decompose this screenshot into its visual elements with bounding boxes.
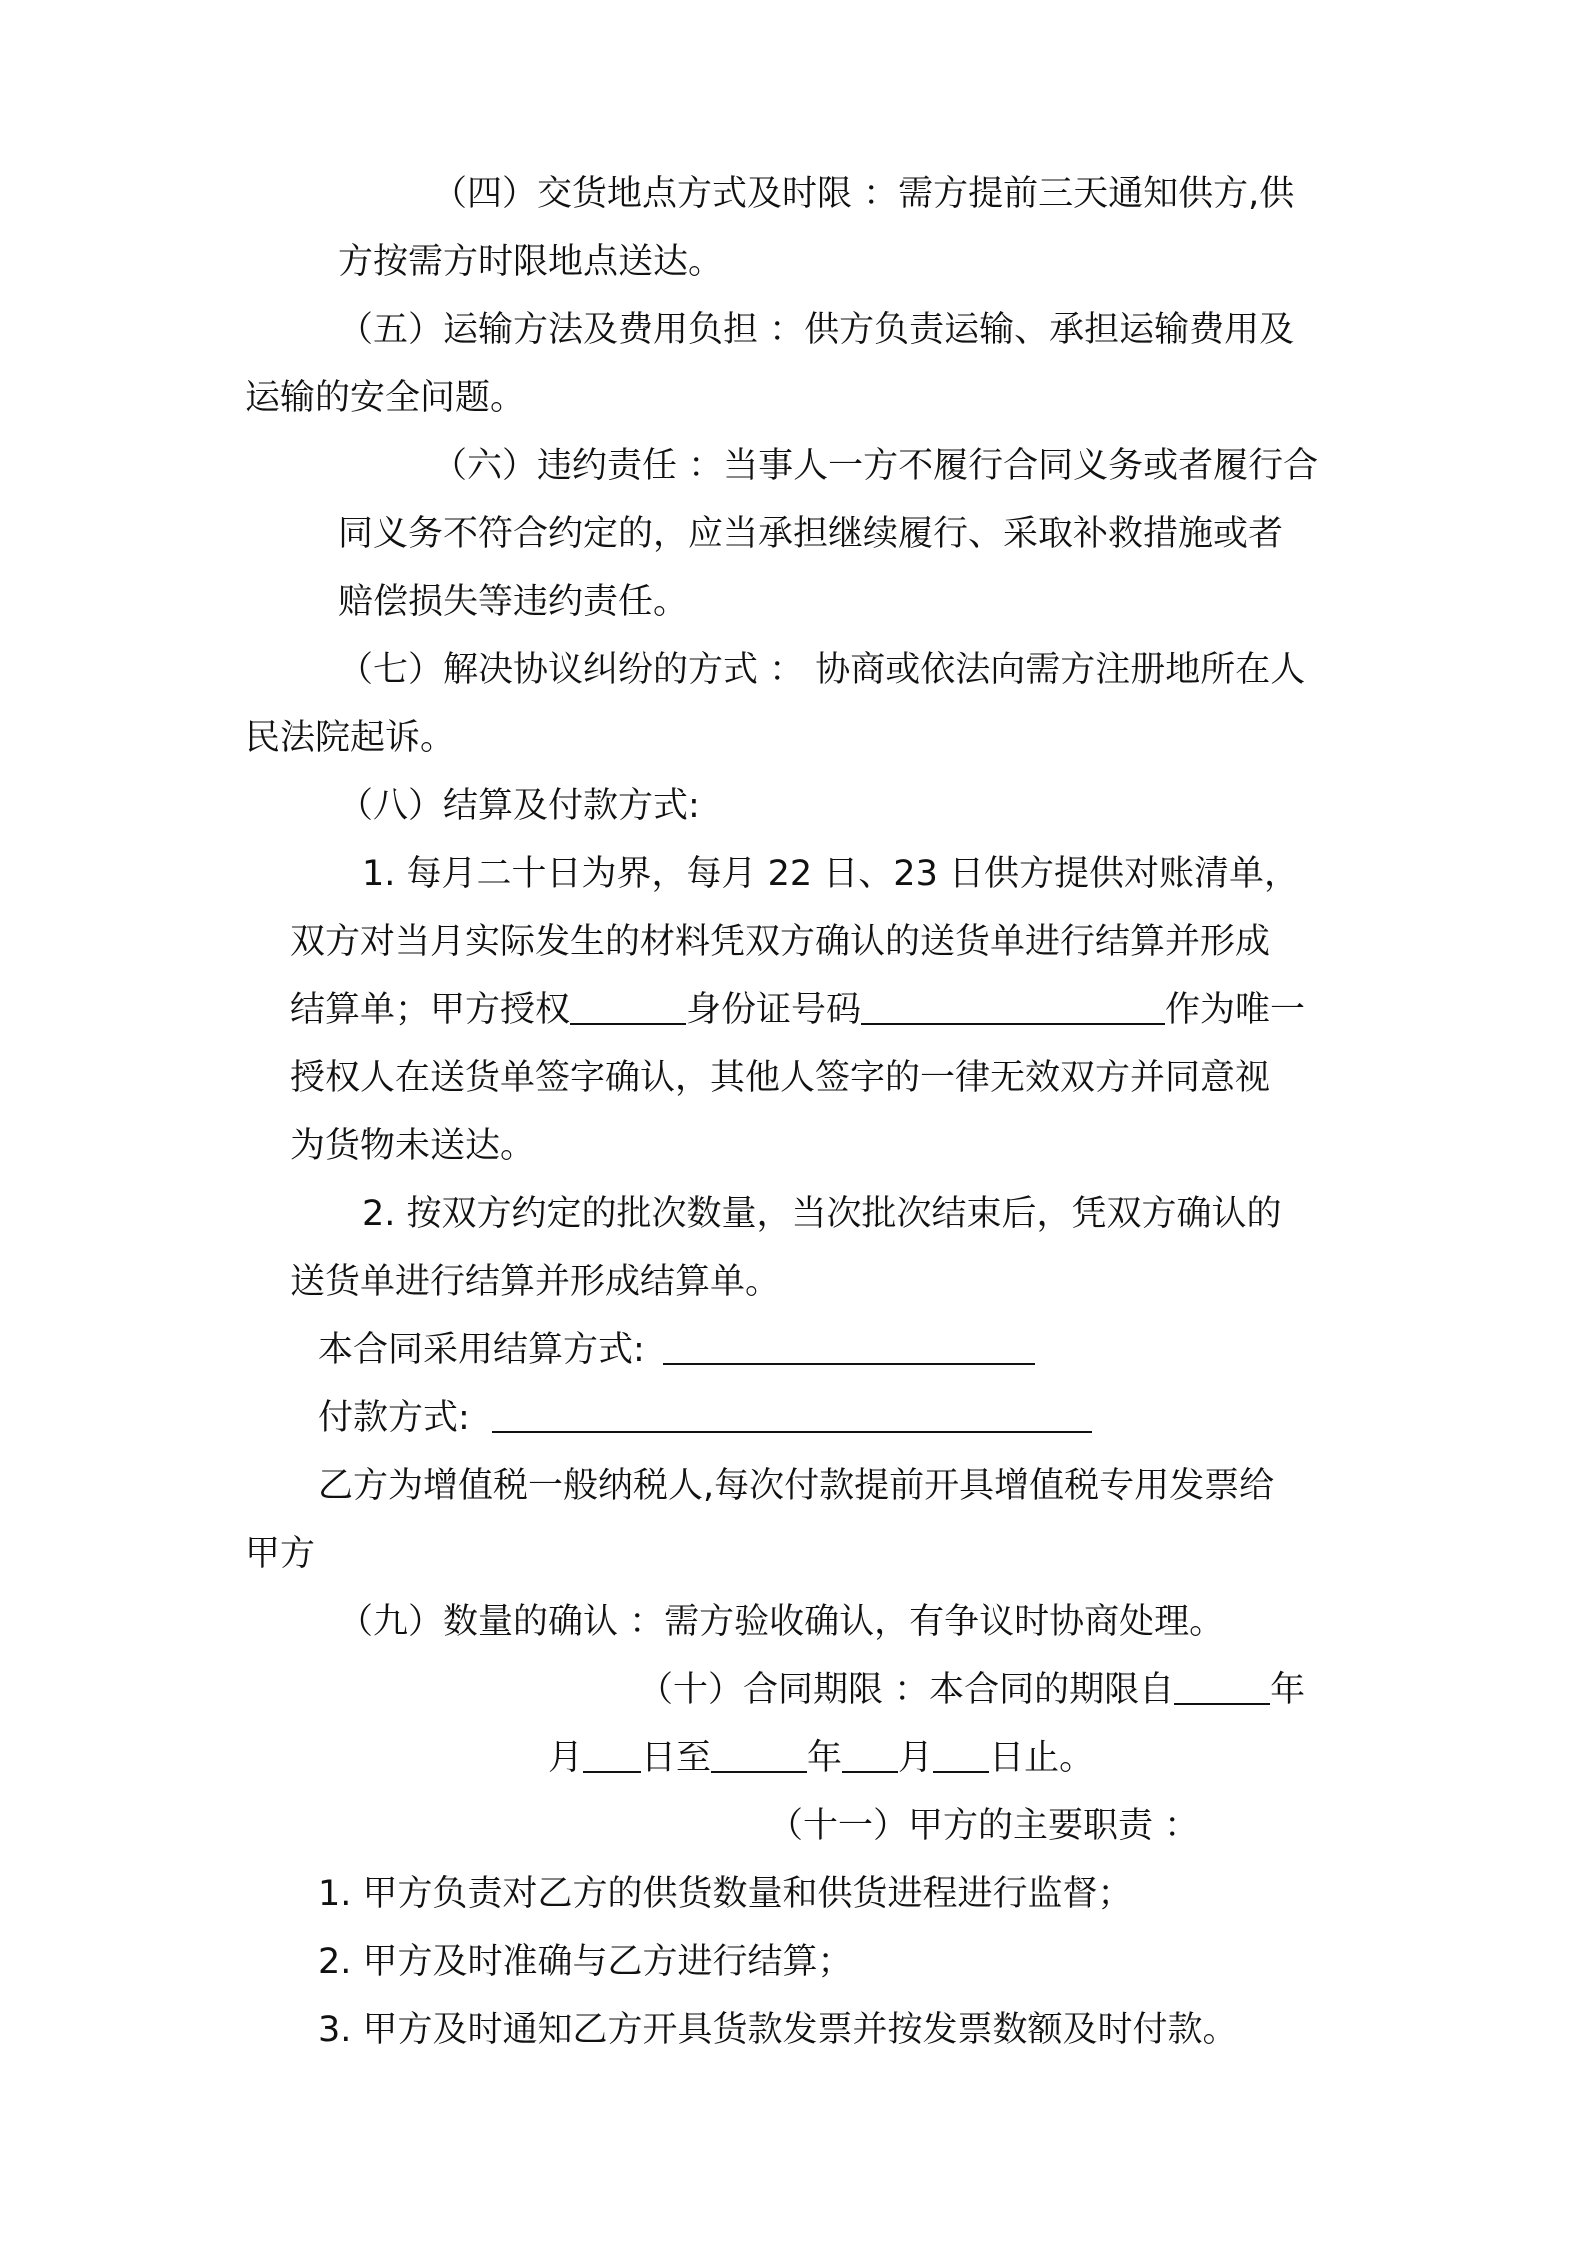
section8-item2-line1: 2. 按双方约定的批次数量，当次批次结束后，凭双方确认的 (362, 1194, 1282, 1234)
vat-line2: 甲方 (245, 1534, 316, 1574)
section8-item1-line2: 双方对当月实际发生的材料凭双方确认的送货单进行结算并形成 (290, 922, 1271, 962)
section7-line1: （七）解决协议纠纷的方式 ： 协商或依法向需方注册地所在人 (338, 650, 1306, 690)
authorize-label: 结算单；甲方授权 (290, 990, 571, 1030)
section8-item1-line1: 1. 每月二十日为界，每月 22 日、23 日供方提供对账清单， (362, 854, 1299, 894)
end-month-label: 月 (898, 1738, 934, 1778)
id-number-blank[interactable] (861, 989, 1165, 1025)
section4-line2: 方按需方时限地点送达。 (338, 242, 724, 282)
section11-item3: 3. 甲方及时通知乙方开具货款发票并按发票数额及时付款。 (318, 2010, 1238, 2050)
section6-line1: （六）违约责任 ：当事人一方不履行合同义务或者履行合 (432, 446, 1319, 486)
end-year-blank[interactable] (711, 1737, 807, 1773)
section10-line1 (638, 1666, 1305, 1714)
section7-line2: 民法院起诉。 (245, 718, 456, 758)
day-end-label: 日止。 (989, 1738, 1095, 1778)
contract-term-label: （十）合同期限 ：本合同的期限自 (638, 1670, 1175, 1710)
start-day-blank[interactable] (583, 1737, 641, 1773)
end-month-blank[interactable] (842, 1737, 898, 1773)
section9-line1: （九）数量的确认 ：需方验收确认，有争议时协商处理。 (338, 1602, 1225, 1642)
section8-item1-line4: 授权人在送货单签字确认，其他人签字的一律无效双方并同意视 (290, 1058, 1271, 1098)
section8-item2-line2: 送货单进行结算并形成结算单。 (290, 1262, 781, 1302)
section6-line2: 同义务不符合约定的，应当承担继续履行、采取补救措施或者 (338, 514, 1284, 554)
day-to-label: 日至 (641, 1738, 712, 1778)
section5-line1: （五）运输方法及费用负担 ：供方负责运输、承担运输费用及 (338, 310, 1295, 350)
start-month-label: 月 (548, 1738, 584, 1778)
section11-item1: 1. 甲方负责对乙方的供货数量和供货进程进行监督； (318, 1874, 1133, 1914)
payment-method-label: 付款方式: (318, 1398, 470, 1438)
settlement-method-blank[interactable] (663, 1329, 1035, 1365)
section8-item1-line5: 为货物未送达。 (290, 1126, 536, 1166)
section5-line2: 运输的安全问题。 (245, 378, 526, 418)
start-year-label: 年 (1270, 1670, 1306, 1710)
section10-line2 (548, 1734, 1094, 1782)
section6-line3: 赔偿损失等违约责任。 (338, 582, 689, 622)
start-year-blank[interactable] (1174, 1669, 1270, 1705)
section11-item2: 2. 甲方及时准确与乙方进行结算； (318, 1942, 853, 1982)
section4-line1: （四）交货地点方式及时限 ：需方提前三天通知供方,供 (432, 174, 1295, 214)
end-day-blank[interactable] (933, 1737, 989, 1773)
section8-heading: （八）结算及付款方式: (338, 786, 700, 826)
section11-heading: （十一）甲方的主要职责 ： (768, 1806, 1200, 1846)
sole-label: 作为唯一 (1165, 990, 1306, 1030)
section8-item1-line3 (290, 986, 1305, 1034)
end-year-label: 年 (807, 1738, 843, 1778)
id-number-label: 身份证号码 (686, 990, 862, 1030)
settlement-method-row (318, 1326, 1035, 1374)
payment-method-row (318, 1394, 1092, 1442)
payment-method-blank[interactable] (492, 1397, 1092, 1433)
settlement-method-label: 本合同采用结算方式: (318, 1330, 645, 1370)
authorized-person-blank[interactable] (570, 989, 686, 1025)
vat-line1: 乙方为增值税一般纳税人,每次付款提前开具增值税专用发票给 (318, 1466, 1275, 1506)
